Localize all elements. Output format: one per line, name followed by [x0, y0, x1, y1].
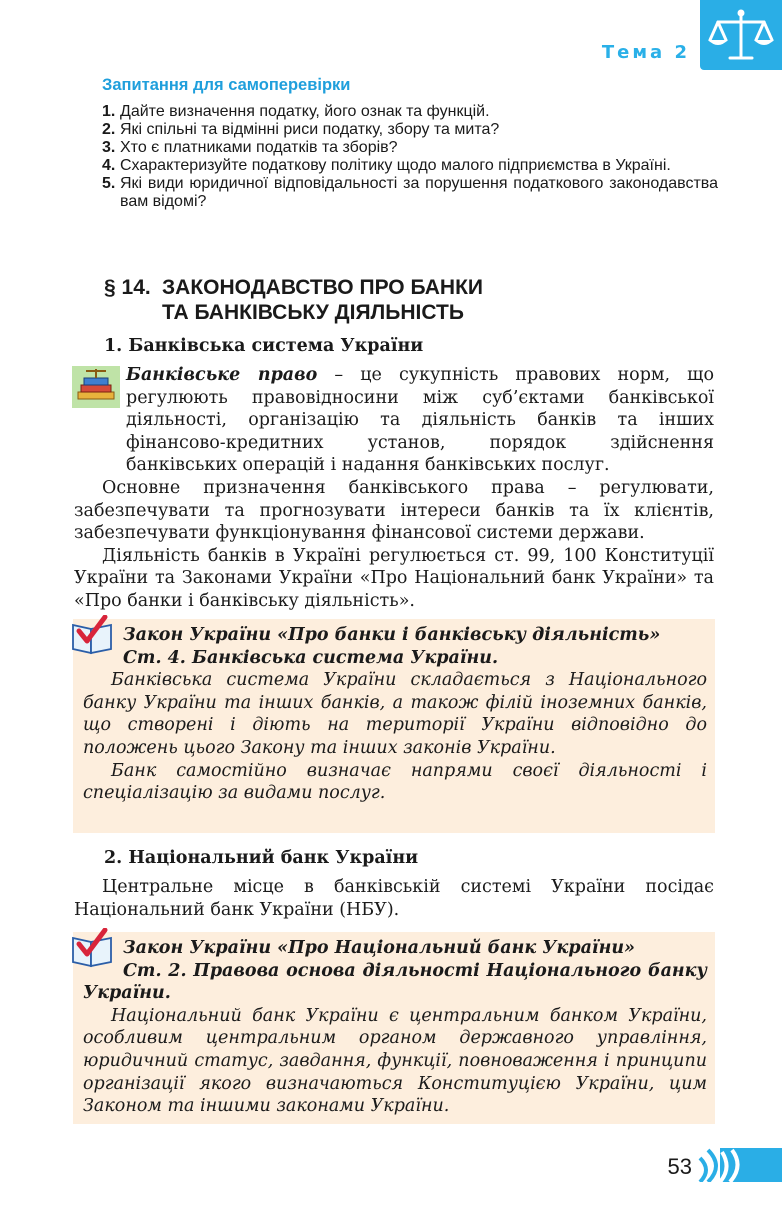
- subsection1-text: [74, 364, 714, 613]
- question-number: 1.: [102, 103, 116, 120]
- self-check-block: [102, 76, 718, 211]
- question-number: 5.: [102, 175, 116, 192]
- page-badge-waves-icon: [698, 1148, 782, 1182]
- definition-text: – це сукупність правових норм, що регулюють правовідносини між суб’єктами банківської діяльності, організацію та діяльність банків та інших фінансово-кредитних установ, порядок здійснення банківських операцій і надання банківських послуг.: [126, 365, 714, 476]
- scales-icon: [700, 0, 782, 70]
- question-item: [102, 121, 718, 139]
- question-text: Які спільні та відмінні риси податку, збору та мита?: [120, 121, 500, 138]
- checked-book-icon: [69, 615, 117, 655]
- question-text: Які види юридичної відповідальності за порушення податкового законодавства вам відомі?: [120, 175, 718, 210]
- question-item: [102, 157, 718, 175]
- law-box: [73, 619, 715, 833]
- law-article: Ст. 4. Банківська система України.: [123, 647, 499, 668]
- paragraph: Центральне місце в банківській системі України посідає Національний банк України (НБУ).: [74, 877, 714, 920]
- question-text: Дайте визначення податку, його ознак та функцій.: [120, 103, 490, 120]
- topic-label: Тема 2: [601, 42, 690, 63]
- paragraph: Діяльність банків в Україні регулюється ст. 99, 100 Конституції України та Законами України «Про Національний банк України» та «Про банки і банківську діяльність».: [74, 545, 714, 611]
- law-paragraph: Національний банк України є центральним банком України, особливим центральним органом державного управління, юридичний статус, завдання, функції, повноваження і принципи організації якого визначаються Конституцією України, цим Законом та іншими законами України.: [83, 1005, 707, 1117]
- section-heading: [104, 275, 483, 325]
- question-text: Схарактеризуйте податкову політику щодо малого підприємства в Україні.: [120, 157, 671, 174]
- law-title: Закон України «Про Національний банк України»: [123, 938, 635, 958]
- law-box: [73, 932, 715, 1124]
- question-item: [102, 139, 718, 157]
- law-paragraph: Банк самостійно визначає напрями своєї діяльності і спеціалізацію за видами послуг.: [83, 760, 707, 804]
- section-number: § 14.: [104, 276, 151, 299]
- law-title: Закон України «Про банки і банківську діяльність»: [123, 625, 661, 645]
- question-number: 3.: [102, 139, 116, 156]
- definition-term: Банківське право: [126, 365, 318, 385]
- law-paragraph: Банківська система України складається з Національного банку України та інших банків, а також філій іноземних банків, що створені і діють на території України відповідно до положень цього Закону та інших законів України.: [83, 670, 707, 758]
- subsection2-text: [74, 876, 714, 921]
- section-title-line2: ТА БАНКІВСЬКУ ДІЯЛЬНІСТЬ: [162, 301, 464, 324]
- subsection-title: 2. Національний банк України: [104, 848, 419, 868]
- law-article: Ст. 2. Правова основа діяльності Національного банку України.: [83, 960, 707, 1004]
- question-item: [102, 175, 718, 211]
- question-number: 4.: [102, 157, 116, 174]
- topic-badge: [700, 0, 782, 70]
- question-number: 2.: [102, 121, 116, 138]
- checked-book-icon: [69, 928, 117, 968]
- question-item: [102, 103, 718, 121]
- paragraph: Основне призначення банківського права – регулювати, забезпечувати та прогнозувати інтереси банків та їх клієнтів, забезпечувати функціонування фінансової системи держави.: [74, 477, 714, 544]
- page-number: 53: [667, 1154, 692, 1179]
- section-title-line1: ЗАКОНОДАВСТВО ПРО БАНКИ: [162, 276, 483, 299]
- subsection-title: 1. Банківська система України: [104, 336, 424, 356]
- self-check-title: Запитання для самоперевірки: [102, 76, 351, 94]
- question-text: Хто є платниками податків та зборів?: [120, 139, 398, 156]
